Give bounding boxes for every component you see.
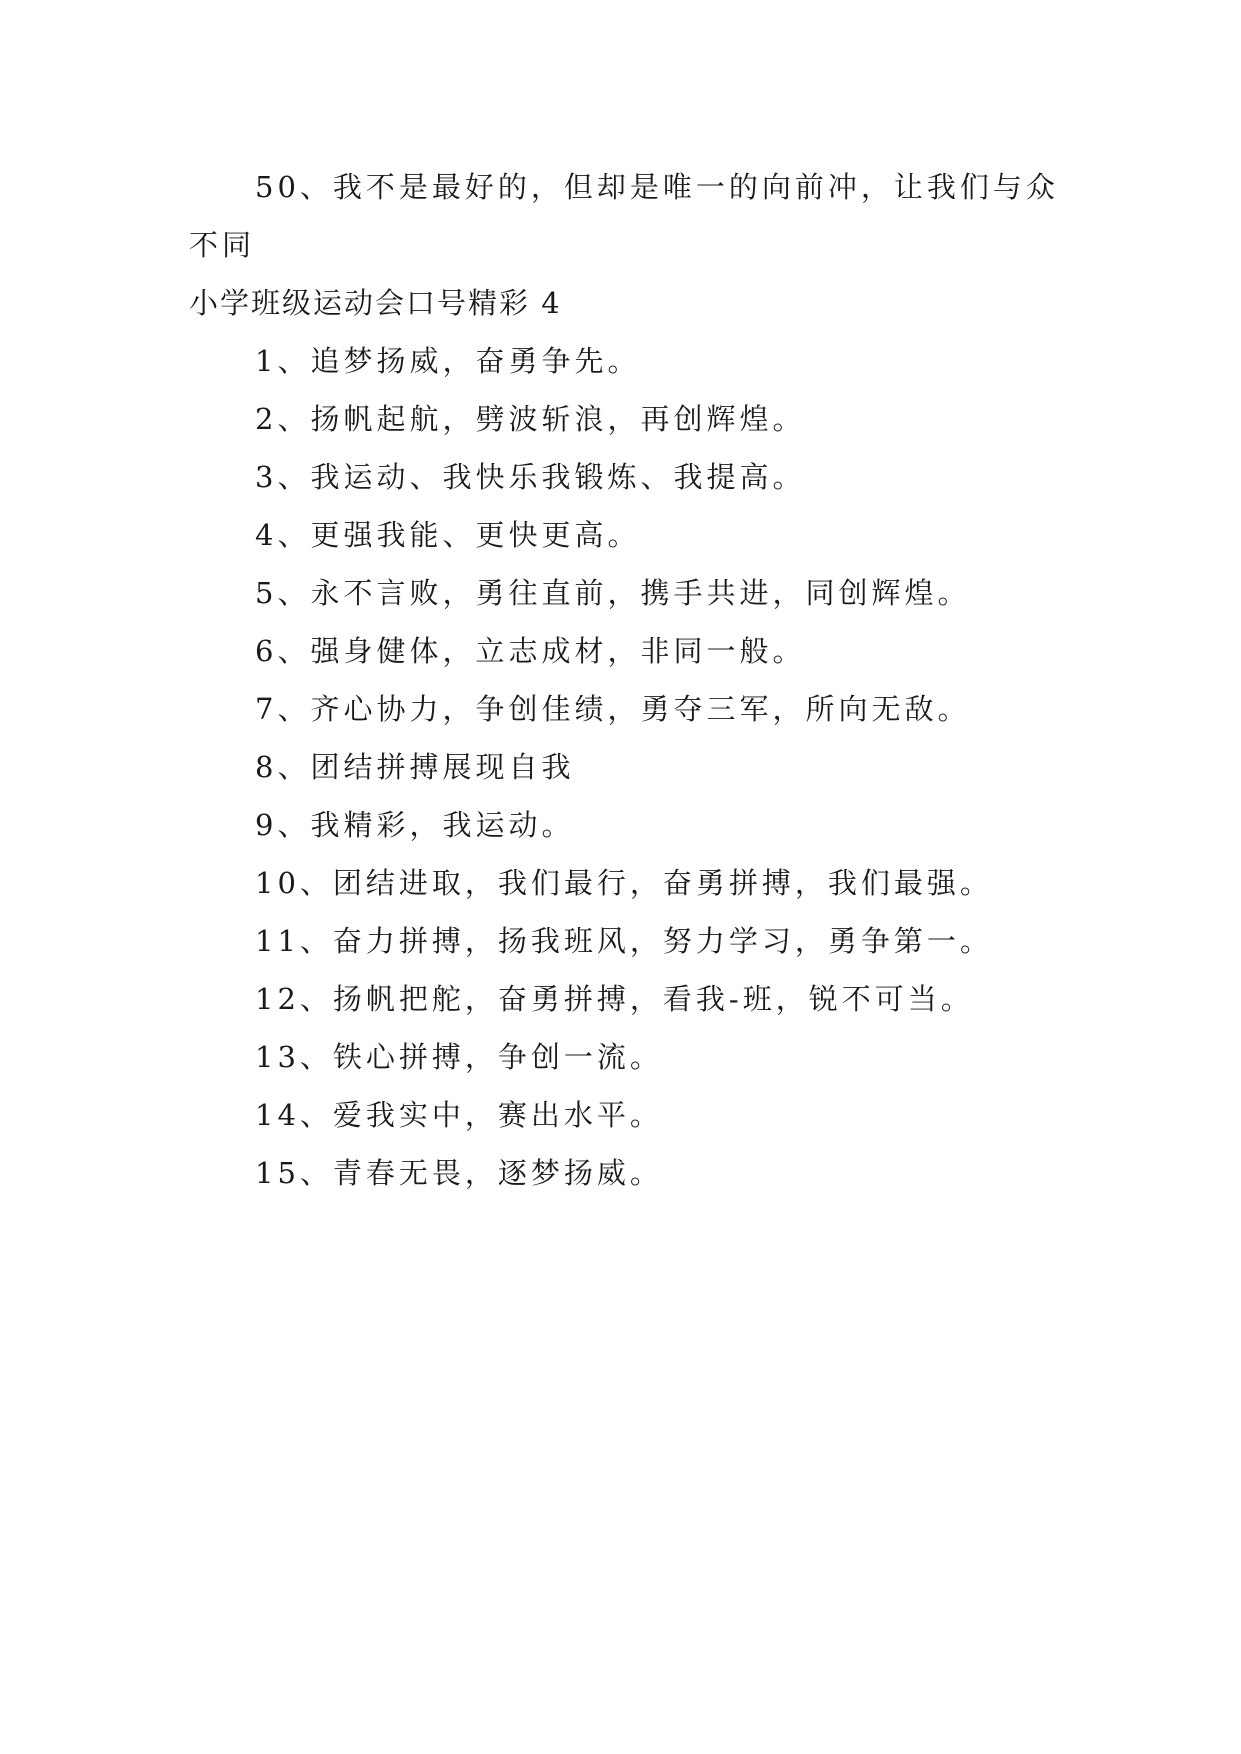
list-item: 9、我精彩，我运动。	[255, 808, 575, 842]
list-item: 12、扬帆把舵，奋勇拼搏，看我-班，锐不可当。	[255, 982, 974, 1016]
list-item: 1、追梦扬威，奋勇争先。	[255, 344, 641, 378]
slogan-list	[189, 332, 1069, 1202]
list-item: 4、更强我能、更快更高。	[255, 518, 641, 552]
list-item: 10、团结进取，我们最行，奋勇拼搏，我们最强。	[255, 866, 993, 900]
list-item: 13、铁心拼搏，争创一流。	[255, 1040, 663, 1074]
list-item: 14、爱我实中，赛出水平。	[255, 1098, 663, 1132]
list-item: 7、齐心协力，争创佳绩，勇夺三军，所向无敌。	[255, 692, 971, 726]
section-heading: 小学班级运动会口号精彩 4	[189, 286, 562, 320]
list-item: 5、永不言败，勇往直前，携手共进，同创辉煌。	[255, 576, 971, 610]
list-item: 15、青春无畏，逐梦扬威。	[255, 1156, 663, 1190]
list-item: 6、强身健体，立志成材，非同一般。	[255, 634, 806, 668]
list-item: 8、团结拼搏展现自我	[255, 750, 575, 784]
intro-paragraph-line-1: 50、我不是最好的，但却是唯一的向前冲，让我们与众	[255, 170, 1059, 204]
intro-paragraph-line-2: 不同	[189, 228, 256, 262]
list-item: 3、我运动、我快乐我锻炼、我提高。	[255, 460, 806, 494]
list-item: 11、奋力拼搏，扬我班风，努力学习，勇争第一。	[255, 924, 993, 958]
document-body	[189, 158, 1069, 1202]
list-item: 2、扬帆起航，劈波斩浪，再创辉煌。	[255, 402, 806, 436]
